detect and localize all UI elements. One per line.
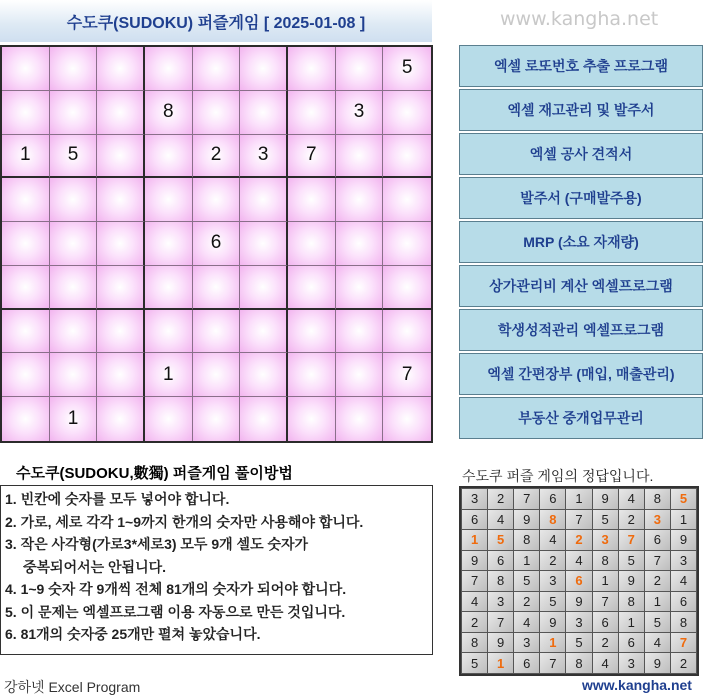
sudoku-cell[interactable]: 8 <box>145 91 193 135</box>
answer-cell: 4 <box>593 653 618 673</box>
sudoku-cell[interactable] <box>288 266 336 310</box>
help-line-3: 3. 작은 사각형(가로3*세로3) 모두 9개 셀도 숫자가 <box>5 536 309 552</box>
answer-cell: 9 <box>488 633 513 653</box>
sudoku-cell[interactable] <box>97 353 145 397</box>
sudoku-cell[interactable]: 3 <box>240 135 288 179</box>
sudoku-cell[interactable] <box>288 91 336 135</box>
answer-cell: 8 <box>619 592 644 612</box>
answer-grid <box>459 486 699 676</box>
footer-site-link[interactable]: www.kangha.net <box>582 677 692 693</box>
sudoku-cell[interactable] <box>383 266 431 310</box>
answer-cell: 2 <box>540 551 565 571</box>
answer-cell: 9 <box>645 653 670 673</box>
sidebar-item-5[interactable]: MRP (소요 자재량) <box>459 221 703 263</box>
sudoku-cell[interactable] <box>97 310 145 354</box>
sudoku-cell[interactable] <box>288 222 336 266</box>
sudoku-cell[interactable] <box>50 310 98 354</box>
answer-cell: 3 <box>566 612 591 632</box>
sudoku-cell[interactable] <box>97 47 145 91</box>
sudoku-cell[interactable] <box>2 397 50 441</box>
answer-cell: 9 <box>619 571 644 591</box>
answer-cell: 6 <box>671 592 696 612</box>
answer-cell: 6 <box>488 551 513 571</box>
sudoku-cell[interactable] <box>2 353 50 397</box>
answer-cell: 1 <box>462 530 487 550</box>
answer-cell: 2 <box>514 592 539 612</box>
sudoku-cell[interactable] <box>336 310 384 354</box>
answer-cell: 9 <box>514 510 539 530</box>
sudoku-cell[interactable] <box>336 353 384 397</box>
sudoku-cell[interactable] <box>336 266 384 310</box>
sudoku-cell[interactable] <box>193 266 241 310</box>
answer-cell: 6 <box>540 489 565 509</box>
answer-cell: 8 <box>540 510 565 530</box>
sudoku-cell[interactable]: 6 <box>193 222 241 266</box>
sidebar-item-2[interactable]: 엑셀 재고관리 및 발주서 <box>459 89 703 131</box>
sidebar-item-4[interactable]: 발주서 (구매발주용) <box>459 177 703 219</box>
answer-cell: 2 <box>462 612 487 632</box>
sudoku-cell[interactable] <box>2 266 50 310</box>
sudoku-cell[interactable] <box>145 397 193 441</box>
sudoku-board <box>0 45 433 443</box>
answer-cell: 3 <box>593 530 618 550</box>
sudoku-cell[interactable] <box>2 222 50 266</box>
sudoku-cell[interactable] <box>193 178 241 222</box>
help-line-1: 1. 빈칸에 숫자를 모두 넣어야 합니다. <box>5 491 230 507</box>
sudoku-cell[interactable] <box>2 47 50 91</box>
answer-cell: 1 <box>540 633 565 653</box>
answer-cell: 5 <box>671 489 696 509</box>
sudoku-cell[interactable] <box>336 135 384 179</box>
sudoku-cell[interactable] <box>97 178 145 222</box>
sudoku-cell[interactable] <box>240 47 288 91</box>
answer-cell: 1 <box>593 571 618 591</box>
help-line-4: 4. 1~9 숫자 각 9개씩 전체 81개의 숫자가 되어야 합니다. <box>5 581 347 597</box>
sudoku-cell[interactable] <box>193 353 241 397</box>
answer-cell: 1 <box>566 489 591 509</box>
sudoku-cell[interactable] <box>2 91 50 135</box>
sudoku-cell[interactable] <box>240 178 288 222</box>
sudoku-cell[interactable] <box>288 47 336 91</box>
sudoku-cell[interactable] <box>240 353 288 397</box>
sudoku-cell[interactable] <box>383 222 431 266</box>
answer-cell: 3 <box>488 592 513 612</box>
sudoku-cell[interactable] <box>50 353 98 397</box>
help-title: 수도쿠(SUDOKU,數獨) 퍼즐게임 풀이방법 <box>16 465 293 482</box>
sudoku-cell[interactable] <box>240 266 288 310</box>
sudoku-cell[interactable]: 7 <box>383 353 431 397</box>
sudoku-cell[interactable] <box>50 47 98 91</box>
sudoku-cell[interactable] <box>145 47 193 91</box>
help-line-3-cont: 중복되어서는 안됩니다. <box>23 558 167 575</box>
sudoku-cell[interactable] <box>336 222 384 266</box>
answer-cell: 9 <box>540 612 565 632</box>
answer-cell: 5 <box>488 530 513 550</box>
sudoku-cell[interactable]: 5 <box>50 135 98 179</box>
sidebar-item-3[interactable]: 엑셀 공사 견적서 <box>459 133 703 175</box>
help-line-6: 6. 81개의 숫자중 25개만 펼쳐 놓았습니다. <box>5 626 261 642</box>
help-line-5: 5. 이 문제는 엑셀프로그램 이용 자동으로 만든 것입니다. <box>5 603 346 620</box>
answer-cell: 8 <box>645 489 670 509</box>
answer-cell: 1 <box>671 510 696 530</box>
answer-cell: 6 <box>566 571 591 591</box>
sudoku-cell[interactable]: 1 <box>2 135 50 179</box>
sudoku-cell[interactable] <box>145 178 193 222</box>
answer-cell: 2 <box>671 653 696 673</box>
sudoku-cell[interactable] <box>50 91 98 135</box>
sudoku-cell[interactable] <box>240 310 288 354</box>
sudoku-cell[interactable] <box>145 310 193 354</box>
answer-cell: 2 <box>619 510 644 530</box>
sudoku-cell[interactable] <box>240 397 288 441</box>
sudoku-cell[interactable] <box>336 397 384 441</box>
answer-cell: 3 <box>462 489 487 509</box>
answer-cell: 5 <box>645 612 670 632</box>
answer-cell: 1 <box>645 592 670 612</box>
answer-cell: 5 <box>462 653 487 673</box>
answer-cell: 5 <box>514 571 539 591</box>
sudoku-cell[interactable] <box>288 397 336 441</box>
sudoku-cell[interactable] <box>97 91 145 135</box>
sudoku-cell[interactable] <box>97 222 145 266</box>
answer-cell: 9 <box>566 592 591 612</box>
answer-cell: 8 <box>593 551 618 571</box>
sudoku-cell[interactable] <box>50 222 98 266</box>
answer-cell: 1 <box>514 551 539 571</box>
answer-cell: 6 <box>514 653 539 673</box>
answer-cell: 6 <box>593 612 618 632</box>
answer-cell: 7 <box>566 510 591 530</box>
sudoku-cell[interactable] <box>2 178 50 222</box>
sidebar-menu <box>459 45 703 441</box>
sudoku-cell[interactable]: 3 <box>336 91 384 135</box>
sudoku-cell[interactable] <box>383 178 431 222</box>
answer-cell: 6 <box>645 530 670 550</box>
sudoku-cell[interactable] <box>145 135 193 179</box>
sudoku-cell[interactable] <box>193 91 241 135</box>
answer-cell: 7 <box>514 489 539 509</box>
sudoku-cell[interactable] <box>336 47 384 91</box>
answer-cell: 4 <box>566 551 591 571</box>
sudoku-cell[interactable] <box>193 47 241 91</box>
answer-cell: 4 <box>619 489 644 509</box>
answer-cell: 4 <box>671 571 696 591</box>
answer-cell: 6 <box>462 510 487 530</box>
answer-cell: 4 <box>514 612 539 632</box>
answer-cell: 3 <box>514 633 539 653</box>
answer-cell: 4 <box>540 530 565 550</box>
sudoku-cell[interactable]: 2 <box>193 135 241 179</box>
sudoku-cell[interactable] <box>97 397 145 441</box>
sudoku-cell[interactable] <box>240 91 288 135</box>
answer-cell: 7 <box>593 592 618 612</box>
answer-cell: 8 <box>462 633 487 653</box>
sudoku-cell[interactable] <box>97 266 145 310</box>
sudoku-cell[interactable] <box>383 91 431 135</box>
sidebar-item-1[interactable]: 엑셀 로또번호 추출 프로그램 <box>459 45 703 87</box>
sudoku-cell[interactable] <box>145 222 193 266</box>
sudoku-cell[interactable] <box>383 135 431 179</box>
answer-cell: 1 <box>619 612 644 632</box>
answer-cell: 2 <box>488 489 513 509</box>
sidebar-item-8[interactable]: 엑셀 간편장부 (매입, 매출관리) <box>459 353 703 395</box>
sudoku-cell[interactable]: 5 <box>383 47 431 91</box>
sudoku-cell[interactable] <box>97 135 145 179</box>
sudoku-cell[interactable] <box>240 222 288 266</box>
sudoku-cell[interactable] <box>288 310 336 354</box>
sudoku-cell[interactable]: 1 <box>50 397 98 441</box>
sidebar-item-6[interactable]: 상가관리비 계산 엑셀프로그램 <box>459 265 703 307</box>
answer-cell: 9 <box>671 530 696 550</box>
answer-cell: 7 <box>462 571 487 591</box>
answer-cell: 8 <box>566 653 591 673</box>
sudoku-cell[interactable] <box>193 310 241 354</box>
sidebar-item-7[interactable]: 학생성적관리 엑셀프로그램 <box>459 309 703 351</box>
answer-cell: 9 <box>593 489 618 509</box>
answer-cell: 6 <box>619 633 644 653</box>
sudoku-cell[interactable] <box>145 266 193 310</box>
answer-title: 수도쿠 퍼즐 게임의 정답입니다. <box>462 468 654 484</box>
answer-cell: 5 <box>566 633 591 653</box>
answer-cell: 4 <box>462 592 487 612</box>
answer-cell: 7 <box>671 633 696 653</box>
sudoku-cell[interactable] <box>383 397 431 441</box>
sidebar-item-9[interactable]: 부동산 중개업무관리 <box>459 397 703 439</box>
sudoku-cell[interactable] <box>193 397 241 441</box>
footer-brand: 강하넷 Excel Program <box>4 679 141 695</box>
answer-cell: 7 <box>488 612 513 632</box>
answer-cell: 2 <box>593 633 618 653</box>
help-line-2: 2. 가로, 세로 각각 1~9까지 한개의 숫자만 사용해야 합니다. <box>5 513 364 530</box>
answer-cell: 1 <box>488 653 513 673</box>
answer-cell: 3 <box>619 653 644 673</box>
answer-cell: 3 <box>671 551 696 571</box>
answer-cell: 8 <box>488 571 513 591</box>
answer-cell: 4 <box>645 633 670 653</box>
answer-cell: 5 <box>619 551 644 571</box>
answer-cell: 4 <box>488 510 513 530</box>
answer-cell: 8 <box>671 612 696 632</box>
answer-cell: 2 <box>645 571 670 591</box>
sudoku-cell[interactable] <box>288 178 336 222</box>
sudoku-cell[interactable] <box>2 310 50 354</box>
answer-cell: 2 <box>566 530 591 550</box>
answer-cell: 9 <box>462 551 487 571</box>
sudoku-cell[interactable] <box>383 310 431 354</box>
answer-cell: 7 <box>540 653 565 673</box>
sudoku-cell[interactable]: 1 <box>145 353 193 397</box>
answer-cell: 7 <box>645 551 670 571</box>
answer-cell: 5 <box>540 592 565 612</box>
answer-cell: 7 <box>619 530 644 550</box>
site-watermark: www.kangha.net <box>500 8 659 30</box>
sudoku-cell[interactable] <box>50 266 98 310</box>
answer-cell: 8 <box>514 530 539 550</box>
answer-cell: 3 <box>540 571 565 591</box>
answer-cell: 3 <box>645 510 670 530</box>
help-box <box>0 485 433 655</box>
sudoku-cell[interactable] <box>336 178 384 222</box>
sudoku-cell[interactable] <box>288 353 336 397</box>
page-title: 수도쿠(SUDOKU) 퍼즐게임 [ 2025-01-08 ] <box>0 0 432 42</box>
sudoku-cell[interactable]: 7 <box>288 135 336 179</box>
sudoku-cell[interactable] <box>50 178 98 222</box>
answer-cell: 5 <box>593 510 618 530</box>
